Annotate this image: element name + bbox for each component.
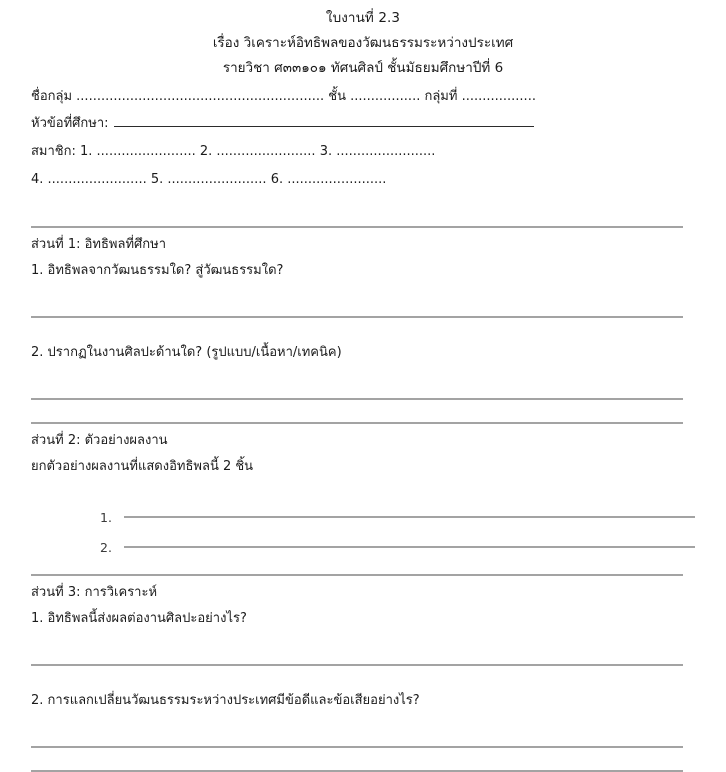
section1-question-1: 1. อิทธิพลจากวัฒนธรรมใด? สู่วัฒนธรรมใด?	[31, 263, 284, 278]
section3-question-2: 2. การแลกเปลี่ยนวัฒนธรรมระหว่างประเทศมีข้อดีและข้อเสียอย่างไร?	[31, 693, 420, 708]
spacer	[0, 366, 726, 398]
list-item-input-rule[interactable]	[124, 516, 695, 518]
group-name-row	[31, 83, 695, 110]
meta-fields	[0, 81, 726, 194]
spacer	[0, 748, 726, 770]
list-item-number: 1.	[100, 509, 112, 525]
list-item-input-rule[interactable]	[124, 546, 695, 548]
section2-answer-list	[0, 502, 726, 562]
section1-heading: ส่วนที่ 1: อิทธิพลที่ศึกษา	[31, 237, 167, 252]
page-title: ใบงานที่ 2.3	[325, 10, 401, 26]
document-course-line: รายวิชา ศ๓๓๑๐๑ ทัศนศิลป์ ชั้นมัธยมศึกษาปีที่ 6	[222, 60, 504, 76]
section2-heading: ส่วนที่ 2: ตัวอย่างผลงาน	[31, 433, 168, 448]
spacer	[0, 714, 726, 746]
spacer	[0, 400, 726, 422]
spacer	[0, 632, 726, 664]
list-item	[31, 532, 695, 562]
spacer	[0, 480, 726, 502]
spacer	[0, 562, 726, 574]
document-subtitle: เรื่อง วิเคราะห์อิทธิพลของวัฒนธรรมระหว่างประเทศ	[212, 35, 514, 51]
members-row-2[interactable]: 4. ........................ 5. ........................ 6. ........................	[31, 172, 387, 187]
list-item	[31, 502, 695, 532]
topic-input-rule[interactable]	[114, 126, 534, 127]
section3-question-1: 1. อิทธิพลนี้ส่งผลต่องานศิลปะอย่างไร?	[31, 611, 247, 626]
section2-instruction: ยกตัวอย่างผลงานที่แสดงอิทธิพลนี้ 2 ชิ้น	[31, 459, 254, 474]
document-header	[0, 0, 726, 81]
list-item-number: 2.	[100, 539, 112, 555]
section1-question-2: 2. ปรากฏในงานศิลปะด้านใด? (รูปแบบ/เนื้อหา/เทคนิค)	[31, 345, 342, 360]
spacer	[0, 284, 726, 316]
spacer	[0, 194, 726, 226]
members-row-1[interactable]: สมาชิก: 1. ........................ 2. ........................ 3. ........................	[31, 144, 436, 159]
section3-heading: ส่วนที่ 3: การวิเคราะห์	[31, 585, 158, 600]
topic-label: หัวข้อที่ศึกษา:	[31, 116, 109, 131]
group-name-text[interactable]: ชื่อกลุ่ม ............................................................ ชั้น ................. กลุ่มที่ ..................	[31, 89, 536, 104]
spacer	[0, 666, 726, 688]
topic-row	[31, 110, 695, 138]
spacer	[0, 318, 726, 340]
